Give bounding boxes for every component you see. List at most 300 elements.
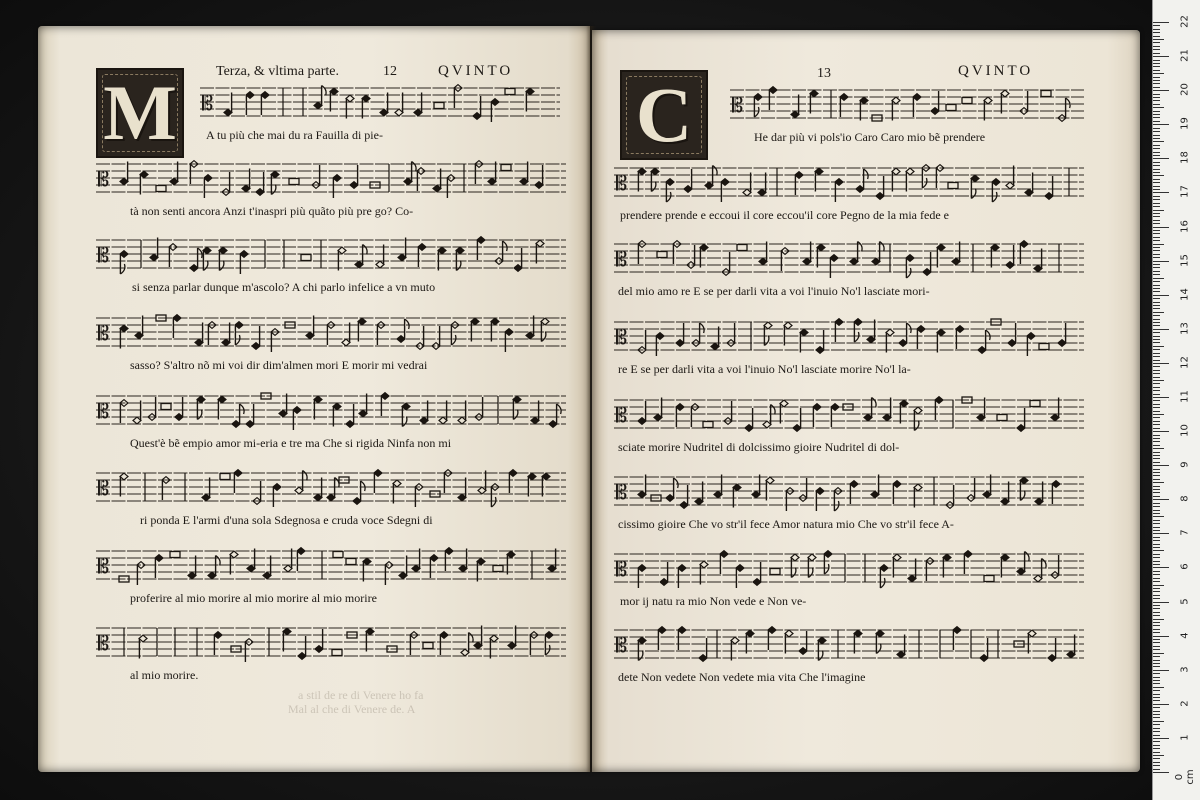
note-head [549, 421, 557, 428]
lyric-line: sasso? S'altro nõ mi voi dir dim'almen mori E morir mi vedrai [130, 358, 428, 372]
ruler-tick [1153, 448, 1164, 449]
note-head [397, 336, 405, 343]
note-head [458, 417, 466, 424]
note-head [638, 418, 646, 425]
note-head [491, 99, 499, 106]
note-head [791, 554, 799, 561]
ruler-tick [1153, 131, 1160, 132]
ruler-tick [1153, 373, 1160, 374]
note-head [813, 404, 821, 411]
ruler-tick [1153, 697, 1160, 698]
ruler-tick [1153, 608, 1160, 609]
right-page [592, 30, 1140, 772]
note-head [173, 315, 181, 322]
note-head [430, 555, 438, 562]
note-head [810, 90, 818, 97]
ruler-tick [1153, 356, 1160, 357]
note-head [541, 318, 549, 325]
note-head [876, 630, 884, 637]
note-head [678, 627, 686, 634]
breve-note [423, 643, 433, 649]
ruler-tick [1153, 489, 1160, 490]
ruler-tick [1153, 199, 1160, 200]
note-head [700, 244, 708, 251]
note-head [860, 97, 868, 104]
note-head [477, 237, 485, 244]
note-head [474, 642, 482, 649]
ruler-tick [1153, 148, 1160, 149]
note-head [204, 175, 212, 182]
note-head [733, 484, 741, 491]
ruler-tick [1153, 475, 1160, 476]
ruler-tick [1153, 533, 1169, 534]
note-head [473, 113, 481, 120]
ruler-tick [1153, 124, 1169, 125]
note-head [799, 648, 807, 655]
ruler-tick [1153, 63, 1160, 64]
ruler-tick [1153, 169, 1160, 170]
note-head [638, 168, 646, 175]
note-head [935, 397, 943, 404]
ruler-label: 9 [1179, 461, 1191, 468]
note-head [695, 498, 703, 505]
ruler-tick [1153, 77, 1160, 78]
clef-symbol: 𝄡 [98, 167, 110, 191]
note-head [202, 494, 210, 501]
note-head [978, 347, 986, 354]
ruler-label: 3 [1179, 666, 1191, 673]
lyric-line: dete Non vedete Non vedete mia vita Che l'imagine [618, 670, 866, 684]
ruler-tick [1153, 520, 1160, 521]
lyric-line: del mio amo re E se per darli vita a voi l'inuio No'l lasciate mori- [618, 284, 930, 298]
note-head [1034, 575, 1042, 582]
note-head [766, 477, 774, 484]
ruler-tick [1153, 523, 1160, 524]
ruler-label: 5 [1179, 597, 1191, 605]
note-head [420, 417, 428, 424]
note-head [240, 251, 248, 258]
note-head [1052, 481, 1060, 488]
ruler-label: 12 [1179, 356, 1191, 369]
ruler-tick [1153, 135, 1160, 136]
note-head [315, 646, 323, 653]
note-head [923, 269, 931, 276]
note-head [404, 178, 412, 185]
left-voice-title: QVINTO [438, 63, 514, 79]
clef-symbol: 𝄡 [616, 325, 628, 349]
note-head [818, 637, 826, 644]
ruler-tick [1153, 544, 1160, 545]
ruler-tick [1153, 666, 1160, 667]
ruler-tick [1153, 107, 1164, 108]
ruler-label: 10 [1179, 424, 1191, 437]
note-head [526, 88, 534, 95]
ruler-tick [1153, 346, 1164, 347]
note-head [359, 410, 367, 417]
note-head [513, 396, 521, 403]
note-head [768, 627, 776, 634]
ruler-tick [1153, 465, 1169, 466]
ruler-tick [1153, 145, 1160, 146]
ruler-tick [1153, 257, 1160, 258]
note-head [477, 558, 485, 565]
note-head [230, 551, 238, 558]
note-head [892, 168, 900, 175]
ruler-tick [1153, 203, 1160, 204]
ruler-tick [1153, 353, 1160, 354]
breve-note [703, 422, 713, 428]
ruler-tick [1153, 550, 1164, 551]
ruler-tick [1153, 683, 1160, 684]
right-page-number: 13 [817, 66, 831, 81]
note-head [314, 396, 322, 403]
note-head [235, 322, 243, 329]
note-head [780, 400, 788, 407]
note-head [295, 487, 303, 494]
ruler-tick [1153, 29, 1160, 30]
ruler-tick [1153, 155, 1160, 156]
ruler-tick [1153, 721, 1164, 722]
right-voice-title: QVINTO [958, 63, 1034, 79]
ruler-tick [1153, 513, 1160, 514]
ruler-tick [1153, 673, 1160, 674]
note-head [509, 470, 517, 477]
note-head [445, 548, 453, 555]
ruler-tick [1153, 46, 1160, 47]
note-head [398, 254, 406, 261]
ruler-tick [1153, 295, 1169, 296]
note-head [743, 189, 751, 196]
note-head [660, 579, 668, 586]
ruler-tick [1153, 104, 1160, 105]
note-head [893, 554, 901, 561]
ruler-tick [1153, 189, 1160, 190]
note-head [120, 473, 128, 480]
ruler-tick [1153, 210, 1164, 211]
clef-symbol: 𝄡 [616, 557, 628, 581]
ruler-tick [1153, 567, 1169, 568]
ruler-tick [1153, 244, 1164, 245]
note-head [222, 339, 230, 346]
ruler-tick [1153, 220, 1160, 221]
note-head [242, 185, 250, 192]
breve-note [332, 650, 342, 656]
note-head [120, 251, 128, 258]
ruler-tick [1153, 138, 1160, 139]
note-head [327, 494, 335, 501]
clef-symbol: 𝄡 [98, 554, 110, 578]
note-head [745, 425, 753, 432]
ruler-tick [1153, 152, 1160, 153]
ruler-tick [1153, 117, 1160, 118]
ruler-tick [1153, 492, 1160, 493]
note-head [980, 655, 988, 662]
ruler-tick [1153, 400, 1160, 401]
ruler-tick [1153, 213, 1160, 214]
ruler-label: 17 [1179, 185, 1191, 199]
note-head [175, 414, 183, 421]
ruler-tick [1153, 25, 1160, 26]
ruler-tick [1153, 752, 1160, 753]
note-head [1058, 340, 1066, 347]
note-head [1067, 651, 1075, 658]
note-head [224, 109, 232, 116]
note-head [234, 470, 242, 477]
note-head [817, 244, 825, 251]
ruler-tick [1153, 32, 1160, 33]
note-head [150, 254, 158, 261]
ruler-label: 8 [1179, 495, 1191, 502]
note-head [830, 255, 838, 262]
ruler-tick [1153, 363, 1169, 364]
note-head [867, 336, 875, 343]
note-head [214, 632, 222, 639]
ruler-tick [1153, 728, 1160, 729]
ruler-tick [1153, 472, 1160, 473]
ruler-tick [1153, 717, 1160, 718]
note-head [293, 407, 301, 414]
ruler-tick [1153, 660, 1160, 661]
left-page-header: Terza, & vltima parte. [216, 64, 340, 79]
ruler-tick [1153, 564, 1160, 565]
ruler-tick [1153, 322, 1160, 323]
note-head [880, 565, 888, 572]
note-head [374, 470, 382, 477]
clef-symbol: 𝄡 [98, 476, 110, 500]
ruler-tick [1153, 424, 1160, 425]
note-head [232, 421, 240, 428]
note-head [906, 255, 914, 262]
note-head [535, 182, 543, 189]
note-head [908, 575, 916, 582]
ruler-label: 19 [1179, 117, 1191, 131]
ruler-tick [1153, 271, 1160, 272]
note-head [886, 329, 894, 336]
ruler-tick [1153, 694, 1160, 695]
ruler-tick [1153, 527, 1160, 528]
ruler-tick [1153, 383, 1160, 384]
ruler-tick [1153, 404, 1160, 405]
note-head [638, 491, 646, 498]
ruler-tick [1153, 312, 1164, 313]
note-head [490, 635, 498, 642]
ruler-tick [1153, 411, 1160, 412]
note-head [536, 240, 544, 247]
note-head [754, 94, 762, 101]
ruler-tick [1153, 366, 1160, 367]
breve-note [948, 183, 958, 189]
ruler-tick [1153, 642, 1160, 643]
note-head [330, 88, 338, 95]
note-head [133, 417, 141, 424]
ruler-tick [1153, 772, 1169, 773]
ruler-tick [1153, 390, 1160, 391]
note-head [746, 630, 754, 637]
ruler-label: 11 [1179, 390, 1191, 403]
lyric-line: proferire al mio morire al mio morire al mio morire [130, 591, 377, 605]
ruler-tick [1153, 445, 1160, 446]
ruler-tick [1153, 585, 1164, 586]
note-head [808, 554, 816, 561]
ruler-tick [1153, 690, 1160, 691]
ruler-tick [1153, 482, 1164, 483]
ruler-tick [1153, 111, 1160, 112]
ruler-tick [1153, 615, 1160, 616]
note-head [763, 421, 771, 428]
ruler-label: 1 [1179, 734, 1191, 741]
note-head [736, 565, 744, 572]
ruler-tick [1153, 741, 1160, 742]
note-head [856, 186, 864, 193]
ruler-tick [1153, 711, 1160, 712]
ruler-tick [1153, 758, 1160, 759]
note-head [1001, 554, 1009, 561]
note-head [793, 425, 801, 432]
note-head [956, 326, 964, 333]
lyric-line: cissimo gioire Che vo str'il fece Amor natura mio Che vo str'il fece A- [618, 517, 954, 531]
ruler-label: 7 [1179, 529, 1191, 537]
note-head [1008, 340, 1016, 347]
note-head [840, 94, 848, 101]
ruler-tick [1153, 39, 1164, 40]
lyric-line: re E se per darli vita a voi l'inuio No'l lasciate morire No'l la- [618, 362, 911, 376]
note-head [784, 322, 792, 329]
note-head [346, 95, 354, 102]
ruler-tick [1153, 540, 1160, 541]
note-head [666, 179, 674, 186]
note-head [439, 417, 447, 424]
note-head [461, 649, 469, 656]
ruler-tick [1153, 724, 1160, 725]
lyric-line: al mio morire. [130, 668, 199, 682]
note-head [263, 572, 271, 579]
ruler-tick [1153, 73, 1164, 74]
note-head [899, 340, 907, 347]
left-page-number: 12 [383, 64, 397, 79]
ruler-tick [1153, 700, 1160, 701]
ruler-tick [1153, 87, 1160, 88]
note-head [488, 178, 496, 185]
ruler-tick [1153, 254, 1160, 255]
note-head [721, 179, 729, 186]
ruler-tick [1153, 233, 1160, 234]
note-head [314, 102, 322, 109]
note-head [139, 635, 147, 642]
ruler-tick [1153, 70, 1160, 71]
note-head [854, 319, 862, 326]
ruler-tick [1153, 336, 1160, 337]
note-head [120, 325, 128, 332]
note-head [803, 258, 811, 265]
breve-note [1041, 91, 1051, 97]
breve-note [333, 552, 343, 558]
note-head [931, 108, 939, 115]
note-head [456, 247, 464, 254]
note-head [764, 322, 772, 329]
breve-note [1030, 401, 1040, 407]
ruler-tick [1153, 182, 1160, 183]
note-head [752, 491, 760, 498]
ruler-tick [1153, 162, 1160, 163]
ruler-tick [1153, 438, 1160, 439]
note-head [135, 332, 143, 339]
note-head [459, 565, 467, 572]
note-head [208, 572, 216, 579]
note-head [1034, 265, 1042, 272]
ruler-tick [1153, 496, 1160, 497]
lyric-line: He dar più vi pols'io Caro Caro mio bẽ prendere [754, 130, 986, 144]
ruler-tick [1153, 53, 1160, 54]
ruler-label: 6 [1179, 563, 1191, 571]
note-head [1025, 189, 1033, 196]
note-head [917, 326, 925, 333]
note-head [892, 97, 900, 104]
note-head [1001, 498, 1009, 505]
ruler-tick [1153, 479, 1160, 480]
note-head [638, 637, 646, 644]
ruler-tick [1153, 735, 1160, 736]
ruler-tick [1153, 49, 1160, 50]
ruler-tick [1153, 755, 1164, 756]
ruler-tick [1153, 308, 1160, 309]
breve-note [301, 255, 311, 261]
note-head [380, 109, 388, 116]
ruler-tick [1153, 452, 1160, 453]
note-head [656, 333, 664, 340]
ruler-tick [1153, 80, 1160, 81]
ruler-tick [1153, 394, 1160, 395]
ruler-tick [1153, 83, 1160, 84]
note-head [306, 332, 314, 339]
breve-note [220, 474, 230, 480]
note-head [964, 551, 972, 558]
note-head [913, 94, 921, 101]
ruler-tick [1153, 731, 1160, 732]
note-head [314, 494, 322, 501]
note-head [835, 319, 843, 326]
note-head [363, 558, 371, 565]
note-head [545, 632, 553, 639]
ruler-tick [1153, 97, 1160, 98]
ruler-tick [1153, 680, 1160, 681]
note-head [992, 179, 1000, 186]
note-head [195, 339, 203, 346]
note-head [914, 407, 922, 414]
ruler-tick [1153, 370, 1160, 371]
lyric-line: ri ponda E l'armi d'una sola Sdegnosa e cruda voce Sdegni di [140, 513, 433, 527]
note-head [526, 332, 534, 339]
ruler-tick [1153, 250, 1160, 251]
note-head [247, 565, 255, 572]
note-head [414, 109, 422, 116]
note-head [297, 548, 305, 555]
ruler-tick [1153, 506, 1160, 507]
note-head [971, 175, 979, 182]
ruler-label: 18 [1179, 151, 1191, 165]
ruler-tick [1153, 305, 1160, 306]
note-head [542, 473, 550, 480]
lyric-line: sciate morire Nudritel di dolcissimo gioire Nudritel di dol- [618, 440, 900, 454]
note-head [753, 579, 761, 586]
breve-note [770, 569, 780, 575]
note-head [943, 554, 951, 561]
note-head [531, 417, 539, 424]
ruler-tick [1153, 765, 1160, 766]
note-head [658, 627, 666, 634]
ruler-tick [1153, 247, 1160, 248]
note-head [433, 185, 441, 192]
note-head [720, 551, 728, 558]
